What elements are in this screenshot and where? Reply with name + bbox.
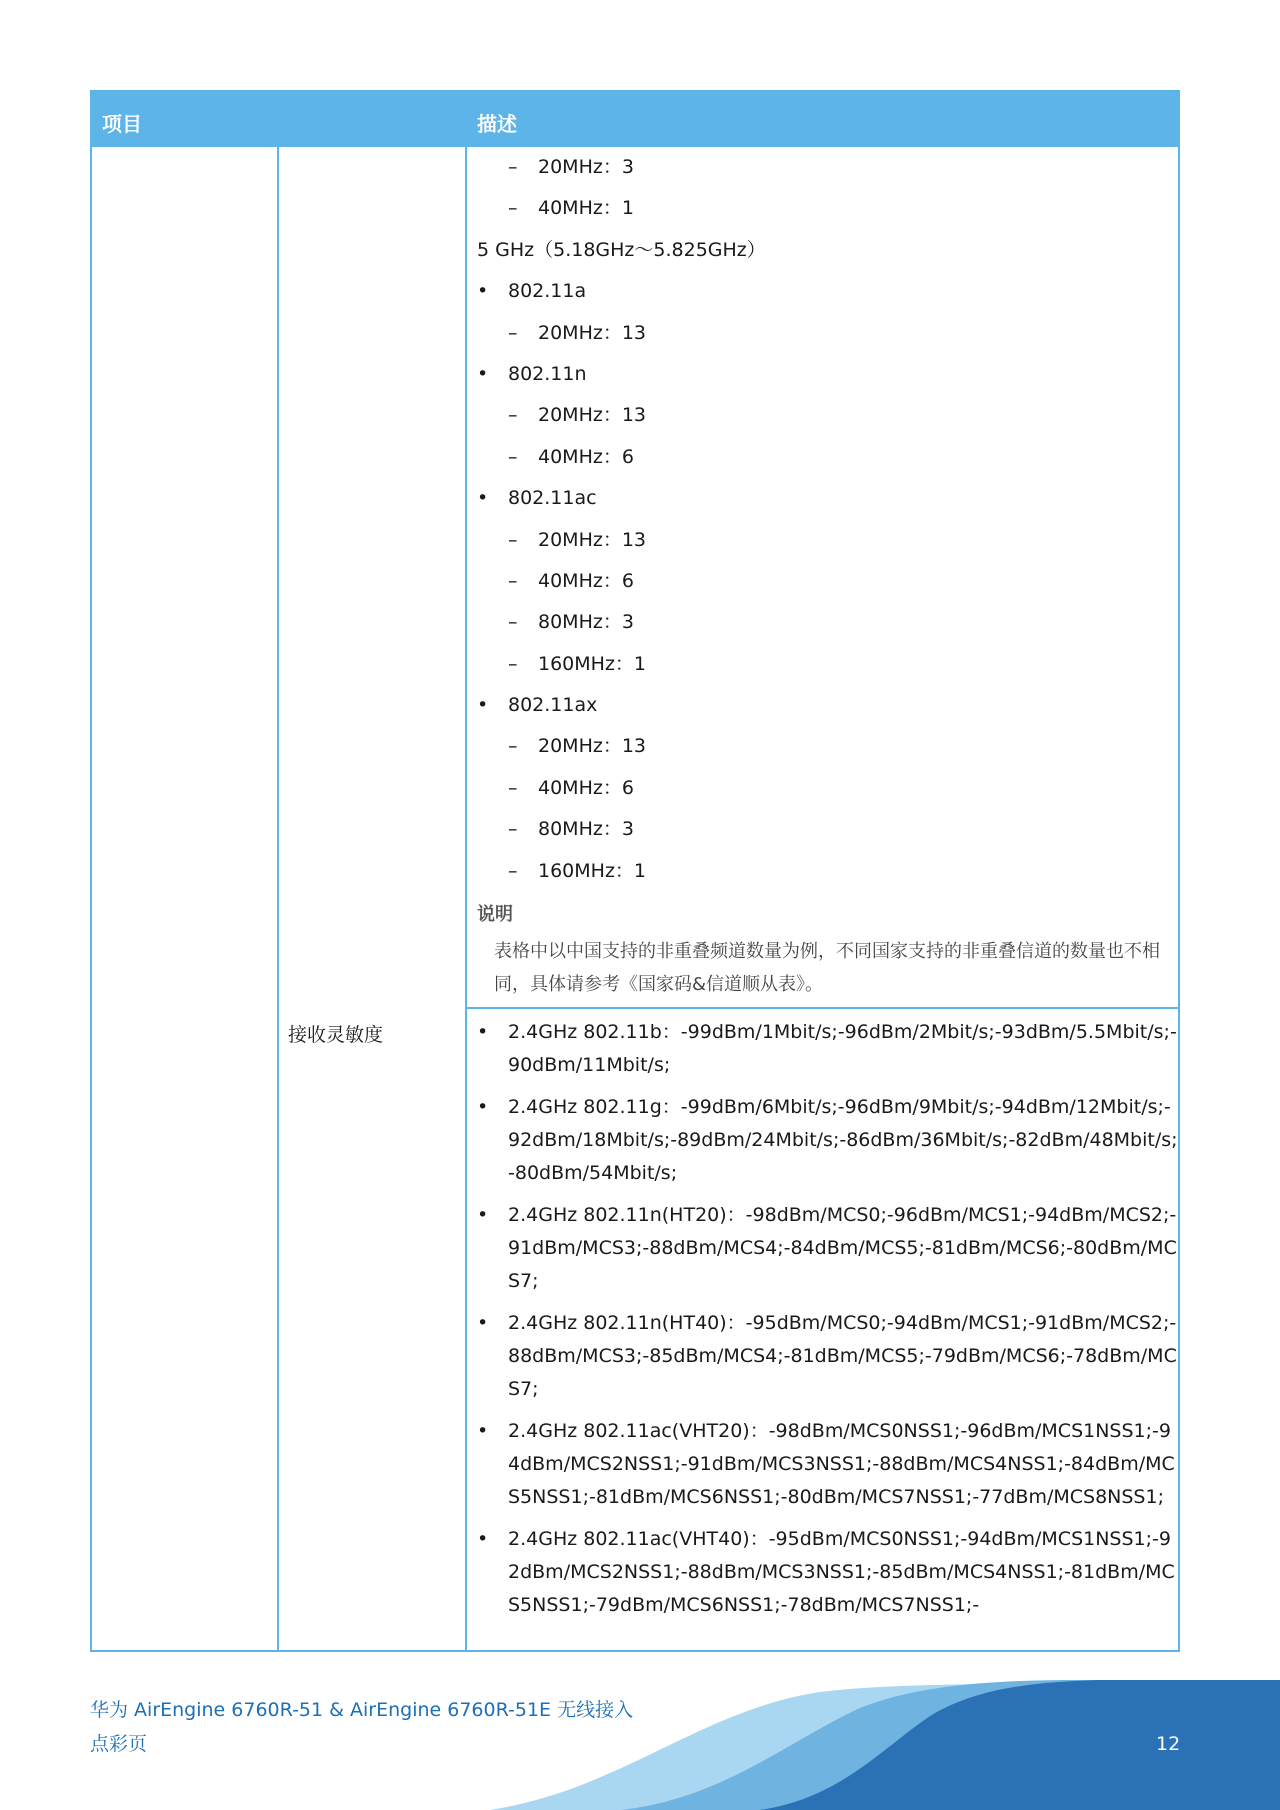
channel-list	[477, 147, 1177, 1001]
list-item-text: 2.4GHz 802.11n(HT20)：-98dBm/MCS0;-96dBm/MCS1;-94dBm/MCS2;-91dBm/MCS3;-88dBm/MCS4;-84dBm/MCS5;-81dBm/MCS6;-80dBm/MCS7;	[508, 1204, 1177, 1292]
list-item-text: 2.4GHz 802.11ac(VHT40)：-95dBm/MCS0NSS1;-94dBm/MCS1NSS1;-92dBm/MCS2NSS1;-88dBm/MCS3NSS1;-85dBm/MCS4NSS1;-81dBm/MCS5NSS1;-79dBm/MCS6NSS1;-78dBm/MCS7NSS1;-	[508, 1528, 1175, 1616]
bullet-icon: •	[477, 694, 489, 717]
list-item	[477, 1199, 1177, 1298]
list-item-text: 80MHz：3	[538, 818, 634, 841]
spec-table	[90, 90, 1180, 1652]
dash-icon: –	[508, 611, 518, 634]
list-item-text: 20MHz：13	[538, 735, 647, 758]
footer-title: 华为 AirEngine 6760R-51 & AirEngine 6760R-51E 无线接入点彩页	[90, 1699, 634, 1755]
bullet-icon: •	[477, 1204, 489, 1226]
list-item-text: 802.11a	[508, 280, 587, 303]
list-item	[477, 1091, 1177, 1190]
dash-icon: –	[508, 156, 518, 178]
column-divider	[277, 147, 279, 1650]
list-item-text: 802.11ac	[508, 487, 597, 510]
list-item	[477, 354, 1177, 395]
sensitivity-label: 接收灵敏度	[288, 1024, 384, 1046]
dash-icon: –	[508, 569, 518, 592]
list-item	[477, 147, 1177, 188]
list-item	[477, 809, 1177, 850]
bullet-icon: •	[477, 487, 489, 510]
list-item	[477, 1307, 1177, 1406]
list-item	[477, 1523, 1177, 1622]
page-number: 12	[1156, 1733, 1181, 1755]
list-item	[477, 313, 1177, 354]
list-item	[477, 395, 1177, 436]
list-item	[477, 561, 1177, 602]
column-divider	[465, 147, 467, 1650]
list-item-text: 802.11ax	[508, 694, 598, 717]
note-body: 表格中以中国支持的非重叠频道数量为例，不同国家支持的非重叠信道的数量也不相同，具体请参考《国家码&信道顺从表》。	[494, 941, 1160, 996]
bullet-icon: •	[477, 1312, 489, 1334]
dash-icon: –	[508, 404, 518, 427]
list-item	[477, 1016, 1177, 1082]
list-item-text: 40MHz：6	[538, 776, 634, 799]
header-desc: 描述	[477, 112, 517, 136]
list-item	[477, 851, 1177, 892]
bullet-icon: •	[477, 1528, 489, 1550]
bullet-icon: •	[477, 362, 489, 385]
list-item-text: 2.4GHz 802.11ac(VHT20)：-98dBm/MCS0NSS1;-96dBm/MCS1NSS1;-94dBm/MCS2NSS1;-91dBm/MCS3NSS1;-88dBm/MCS4NSS1;-84dBm/MCS5NSS1;-81dBm/MCS6NSS1;-80dBm/MCS7NSS1;-77dBm/MCS8NSS1;	[508, 1420, 1175, 1508]
list-item	[477, 1415, 1177, 1514]
list-item-text: 160MHz：1	[538, 652, 647, 675]
bullet-icon: •	[477, 1096, 489, 1118]
list-item-text: 40MHz：1	[538, 197, 634, 220]
dash-icon: –	[508, 859, 518, 882]
list-item	[477, 520, 1177, 561]
list-item	[477, 271, 1177, 312]
list-item	[477, 644, 1177, 685]
list-item-text: 160MHz：1	[538, 859, 647, 882]
dash-icon: –	[508, 528, 518, 551]
dash-icon: –	[508, 445, 518, 468]
list-item-text: 20MHz：13	[538, 321, 647, 344]
dash-icon: –	[508, 652, 518, 675]
band-heading: 5 GHz（5.18GHz～5.825GHz）	[477, 238, 766, 261]
list-item	[477, 478, 1177, 519]
list-item	[477, 437, 1177, 478]
list-item-text: 2.4GHz 802.11b：-99dBm/1Mbit/s;-96dBm/2Mbit/s;-93dBm/5.5Mbit/s;-90dBm/11Mbit/s;	[508, 1021, 1177, 1076]
list-item-text: 40MHz：6	[538, 569, 634, 592]
dash-icon: –	[508, 818, 518, 841]
list-item-text: 40MHz：6	[538, 445, 634, 468]
bullet-icon: •	[477, 1021, 489, 1043]
header-item: 项目	[102, 112, 142, 136]
list-item-text: 20MHz：13	[538, 404, 647, 427]
list-item	[477, 685, 1177, 726]
list-item-text: 80MHz：3	[538, 611, 634, 634]
list-item	[477, 188, 1177, 229]
list-item	[477, 768, 1177, 809]
table-header	[92, 92, 1178, 147]
list-item-text: 2.4GHz 802.11g：-99dBm/6Mbit/s;-96dBm/9Mbit/s;-94dBm/12Mbit/s;-92dBm/18Mbit/s;-89dBm/24Mbit/s;-86dBm/36Mbit/s;-82dBm/48Mbit/s;-80dBm/54Mbit/s;	[508, 1096, 1178, 1184]
note-title: 说明	[477, 904, 513, 926]
list-item-text: 2.4GHz 802.11n(HT40)：-95dBm/MCS0;-94dBm/MCS1;-91dBm/MCS2;-88dBm/MCS3;-85dBm/MCS4;-81dBm/MCS5;-79dBm/MCS6;-78dBm/MCS7;	[508, 1312, 1177, 1400]
list-item	[477, 726, 1177, 767]
dash-icon: –	[508, 776, 518, 799]
list-item	[477, 602, 1177, 643]
sensitivity-list	[477, 1016, 1177, 1631]
list-item-text: 20MHz：13	[538, 528, 647, 551]
list-item-text: 20MHz：3	[538, 156, 634, 178]
dash-icon: –	[508, 735, 518, 758]
list-item-text: 802.11n	[508, 362, 587, 385]
dash-icon: –	[508, 321, 518, 344]
dash-icon: –	[508, 197, 518, 220]
list-item	[477, 230, 1177, 271]
bullet-icon: •	[477, 1420, 489, 1442]
row-divider	[465, 1007, 1178, 1009]
bullet-icon: •	[477, 280, 489, 303]
